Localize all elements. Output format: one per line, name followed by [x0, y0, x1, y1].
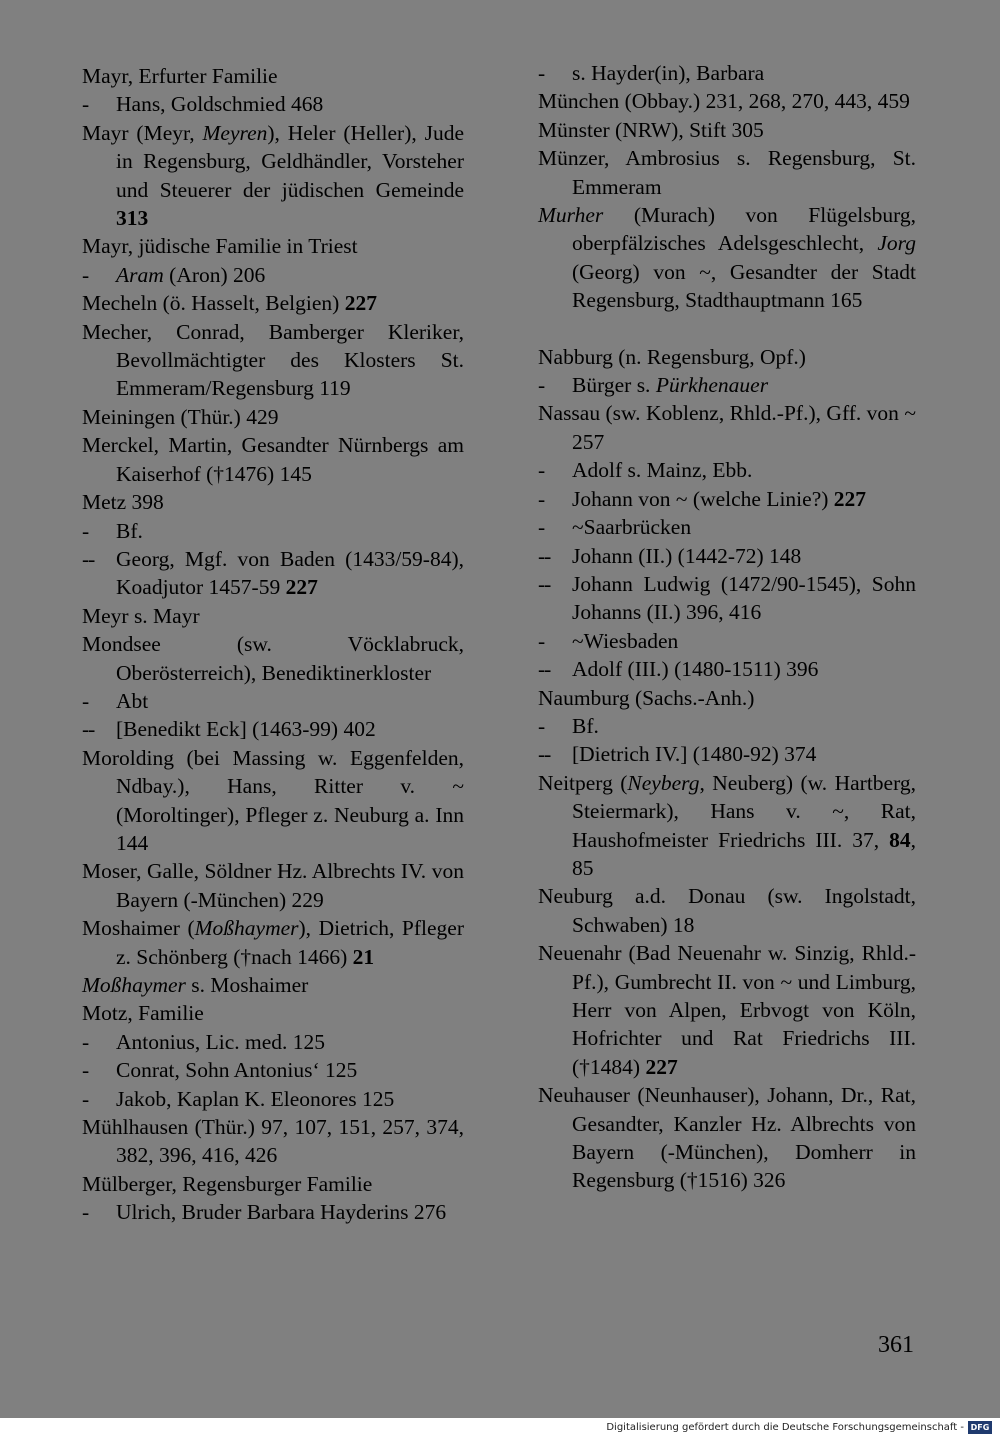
index-entry: Motz, Familie	[82, 1001, 204, 1026]
index-entry: Nabburg (n. Regensburg, Opf.)	[538, 344, 806, 369]
index-subentry: - Hans, Goldschmied 468	[82, 92, 324, 117]
index-entry: Münzer, Ambrosius s. Regensburg, St. Emmeram	[538, 146, 916, 199]
index-column-right	[538, 59, 916, 1195]
page-number: 361	[878, 1332, 914, 1358]
index-subentry: -- Georg, Mgf. von Baden (1433/59-84), Koadjutor 1457-59 227	[82, 546, 464, 600]
index-subentry: - Aram (Aron) 206	[82, 262, 266, 287]
footer-bar	[0, 1418, 1000, 1439]
index-subentry: - ~Saarbrücken	[538, 515, 692, 540]
footer-text: Digitalisierung gefördert durch die Deutsche Forschungsgemeinschaft -	[606, 1422, 964, 1433]
index-subentry: -- Johann Ludwig (1472/90-1545), Sohn Johanns (II.) 396, 416	[538, 571, 916, 625]
index-entry: Mayr, jüdische Familie in Triest	[82, 234, 358, 259]
index-subentry: -- Adolf (III.) (1480-1511) 396	[538, 657, 819, 682]
index-subentry: - Bürger s. Pürkhenauer	[538, 373, 769, 398]
index-entry: Mondsee (sw. Vöcklabruck, Oberösterreich), Benediktinerkloster	[82, 632, 464, 685]
index-entry: Mayr, Erfurter Familie	[82, 64, 278, 88]
index-entry: Moßhaymer s. Moshaimer	[82, 973, 309, 997]
index-subentry: - Bf.	[82, 518, 143, 543]
index-entry: Mayr (Meyr, Meyren), Heler (Heller), Jude in Regensburg, Geldhändler, Vorsteher und Steuerer der jüdischen Gemeinde 313	[82, 120, 464, 231]
index-entry: Mühlhausen (Thür.) 97, 107, 151, 257, 374, 382, 396, 416, 426	[82, 1115, 464, 1168]
index-entry: Murher (Murach) von Flügelsburg, oberpfälzisches Adelsgeschlecht, Jorg (Georg) von ~, Gesandter der Stadt Regensburg, Stadthauptmann 165	[538, 203, 916, 313]
section-gap	[538, 315, 916, 343]
index-subentry: - Ulrich, Bruder Barbara Hayderins 276	[82, 1200, 447, 1225]
index-entry: Moshaimer (Moßhaymer), Dietrich, Pfleger z. Schönberg (†nach 1466) 21	[82, 916, 465, 969]
index-entry: Mecher, Conrad, Bamberger Kleriker, Bevollmächtigter des Klosters St. Emmeram/Regensburg 119	[82, 319, 464, 401]
index-entry: Mülberger, Regensburger Familie	[82, 1171, 373, 1196]
index-subentry: - s. Hayder(in), Barbara	[538, 61, 765, 85]
index-entry: Naumburg (Sachs.-Anh.)	[538, 685, 755, 710]
index-subentry: - Antonius, Lic. med. 125	[82, 1029, 326, 1054]
dfg-logo: DFG	[968, 1421, 992, 1434]
index-subentry: -- Johann (II.) (1442-72) 148	[538, 543, 802, 568]
index-entry: Merckel, Martin, Gesandter Nürnbergs am Kaiserhof (†1476) 145	[82, 433, 464, 486]
index-subentry: - Bf.	[538, 713, 599, 738]
index-entry: Meiningen (Thür.) 429	[82, 404, 279, 429]
index-subentry: -- [Benedikt Eck] (1463-99) 402	[82, 717, 376, 742]
index-entry: Neuenahr (Bad Neuenahr w. Sinzig, Rhld.-Pf.), Gumbrecht II. von ~ und Limburg, Herr von Alpen, Erbvogt von Köln, Hofrichter und Rat Friedrichs III. (†1484) 227	[538, 941, 916, 1079]
index-entry: Neitperg (Neyberg, Neuberg) (w. Hartberg, Steiermark), Hans v. ~, Rat, Haushofmeister Friedrichs III. 37, 84, 85	[538, 770, 916, 880]
index-subentry: - Conrat, Sohn Antonius‘ 125	[82, 1058, 358, 1083]
index-entry: Neuhauser (Neunhauser), Johann, Dr., Rat, Gesandter, Kanzler Hz. Albrechts von Bayern (-München), Domherr in Regensburg (†1516) 326	[538, 1083, 916, 1193]
index-subentry: -- [Dietrich IV.] (1480-92) 374	[538, 742, 817, 767]
index-entry: Meyr s. Mayr	[82, 603, 200, 628]
index-entry: Neuburg a.d. Donau (sw. Ingolstadt, Schwaben) 18	[538, 884, 916, 937]
index-entry: Metz 398	[82, 490, 164, 515]
index-subentry: - Johann von ~ (welche Linie?) 227	[538, 486, 867, 511]
index-subentry: - Jakob, Kaplan K. Eleonores 125	[82, 1086, 395, 1111]
index-entry: Münster (NRW), Stift 305	[538, 117, 764, 142]
index-entry: München (Obbay.) 231, 268, 270, 443, 459	[538, 89, 910, 114]
index-entry: Morolding (bei Massing w. Eggenfelden, Ndbay.), Hans, Ritter v. ~ (Moroltinger), Pfleger z. Neuburg a. Inn 144	[82, 745, 464, 855]
index-entry: Nassau (sw. Koblenz, Rhld.-Pf.), Gff. von ~ 257	[538, 401, 916, 454]
index-subentry: - Adolf s. Mainz, Ebb.	[538, 458, 753, 483]
index-column-left	[82, 62, 464, 1227]
index-entry: Moser, Galle, Söldner Hz. Albrechts IV. von Bayern (-München) 229	[82, 859, 464, 912]
index-subentry: - ~Wiesbaden	[538, 628, 679, 653]
index-entry: Mecheln (ö. Hasselt, Belgien) 227	[82, 291, 377, 316]
index-subentry: - Abt	[82, 688, 149, 713]
